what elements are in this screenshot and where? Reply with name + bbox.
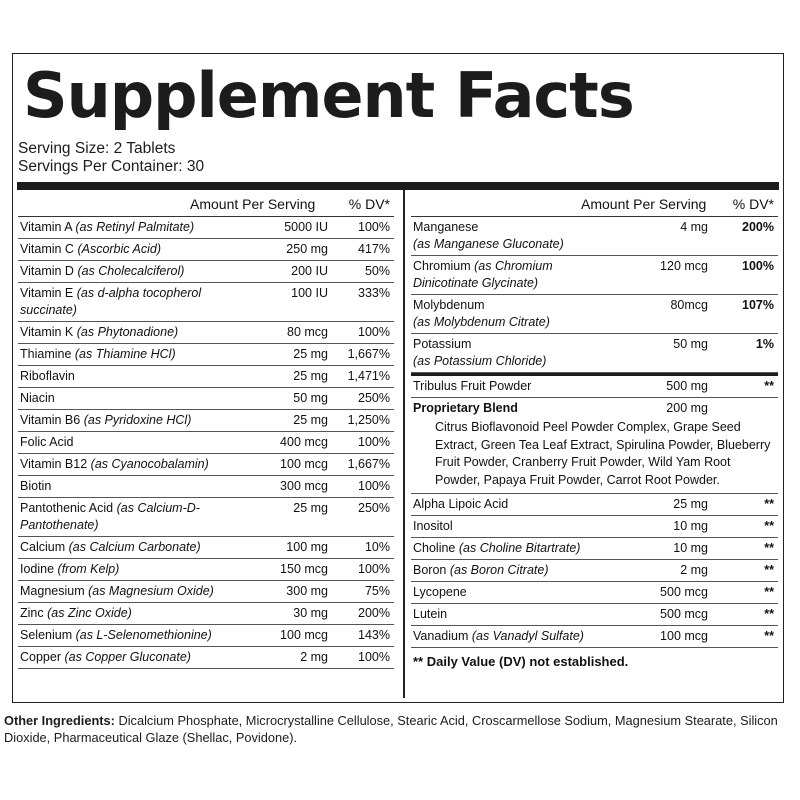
nutrient-label: Copper [20, 650, 65, 664]
nutrient-dv: 100% [358, 325, 390, 339]
nutrient-form: (as Cyanocobalamin) [90, 457, 209, 471]
nutrient-label: Lycopene [413, 585, 467, 599]
nutrient-form: (as Cholecalciferol) [77, 264, 185, 278]
nutrient-amount: 25 mg [293, 413, 328, 427]
nutrient-label: Choline [413, 541, 459, 555]
nutrient-label: Lutein [413, 607, 448, 621]
nutrient-label: Boron [413, 563, 450, 577]
nutrient-amount: 100 mcg [660, 629, 708, 643]
nutrient-row [18, 366, 394, 388]
nutrient-name [18, 322, 255, 343]
nutrient-name [18, 366, 255, 387]
nutrient-name [411, 334, 613, 372]
nutrient-form: (as Vanadyl Sulfate) [471, 629, 584, 643]
nutrient-form: (as Calcium Carbonate) [68, 540, 201, 554]
nutrient-form: (as L-Selenomethionine) [75, 628, 212, 642]
nutrient-name [18, 344, 255, 365]
nutrient-name [411, 626, 613, 647]
nutrient-amount: 10 mg [673, 541, 708, 555]
nutrient-label: Zinc [20, 606, 48, 620]
nutrient-label: Vitamin K [20, 325, 77, 339]
nutrient-amount: 50 mg [293, 391, 328, 405]
nutrient-row [18, 322, 394, 344]
nutrient-name [18, 388, 255, 409]
nutrient-name [18, 410, 255, 431]
nutrient-form: (from Kelp) [57, 562, 120, 576]
nutrient-amount: 100 mcg [280, 457, 328, 471]
nutrient-row [18, 498, 394, 537]
nutrient-dv: 100% [358, 650, 390, 664]
nutrient-row [411, 516, 778, 538]
nutrient-amount: 250 mg [286, 242, 328, 256]
nutrient-row [411, 560, 778, 582]
nutrient-row [18, 388, 394, 410]
nutrient-amount: 120 mcg [660, 259, 708, 273]
right-column-header [411, 190, 778, 217]
nutrient-label: Potassium [413, 337, 472, 351]
nutrient-dv: ** [764, 379, 774, 393]
nutrient-amount: 500 mg [666, 379, 708, 393]
nutrient-label: Vitamin C [20, 242, 78, 256]
nutrient-label: Vitamin B12 [20, 457, 91, 471]
nutrient-form: (as Copper Gluconate) [64, 650, 191, 664]
nutrient-amount: 500 mcg [660, 585, 708, 599]
nutrient-name [411, 494, 613, 515]
nutrient-form: (as Molybdenum Citrate) [413, 315, 550, 329]
nutrient-dv: 75% [364, 584, 390, 598]
nutrient-label: Pantothenic Acid [20, 501, 117, 515]
blend-amount: 200 mg [666, 401, 708, 415]
nutrient-form: (as Calcium-D-Pantothenate) [20, 501, 200, 532]
nutrient-row [18, 476, 394, 498]
nutrient-form: (as Potassium Chloride) [413, 354, 547, 368]
nutrient-amount: 400 mcg [280, 435, 328, 449]
nutrient-amount: 300 mg [286, 584, 328, 598]
nutrient-row [18, 239, 394, 261]
dv-header: % DV* [348, 196, 390, 212]
nutrient-row [18, 261, 394, 283]
nutrient-label: Vitamin D [20, 264, 78, 278]
nutrient-row [411, 295, 778, 334]
nutrient-name [18, 476, 255, 497]
nutrient-label: Calcium [20, 540, 69, 554]
nutrient-amount: 80mcg [670, 298, 708, 312]
nutrient-label: Biotin [20, 479, 52, 493]
nutrient-name [18, 603, 255, 624]
nutrient-form: (as Retinyl Palmitate) [75, 220, 195, 234]
nutrient-name [18, 647, 255, 668]
nutrient-row [18, 559, 394, 581]
nutrient-amount: 5000 IU [284, 220, 328, 234]
supplement-facts-panel [12, 53, 784, 703]
nutrient-dv: 1% [755, 337, 774, 351]
nutrient-row [18, 625, 394, 647]
header-divider [17, 182, 779, 190]
nutrient-amount: 30 mg [293, 606, 328, 620]
nutrient-amount: 300 mcg [280, 479, 328, 493]
nutrient-dv: 107% [742, 298, 774, 312]
nutrient-name [411, 516, 613, 537]
nutrient-form: (as Boron Citrate) [449, 563, 549, 577]
nutrient-name [411, 217, 613, 255]
nutrient-amount: 100 IU [291, 286, 328, 300]
nutrient-form: (as Chromium Dinicotinate Glycinate) [413, 259, 553, 290]
servings-per-container: Servings Per Container: 30 [18, 158, 205, 175]
nutrient-name [18, 625, 255, 646]
nutrient-amount: 80 mcg [287, 325, 328, 339]
nutrient-row [18, 432, 394, 454]
nutrient-name [18, 261, 255, 282]
nutrient-dv: 1,667% [347, 457, 390, 471]
nutrient-amount: 50 mg [673, 337, 708, 351]
nutrient-label: Magnesium [20, 584, 89, 598]
nutrient-amount: 4 mg [680, 220, 708, 234]
nutrient-form: (as d-alpha tocopherol succinate) [20, 286, 202, 317]
nutrient-dv: 250% [358, 391, 390, 405]
nutrient-row [411, 217, 778, 256]
nutrient-row [18, 454, 394, 476]
nutrient-amount: 200 IU [291, 264, 328, 278]
nutrient-row [18, 537, 394, 559]
nutrient-name [18, 239, 255, 260]
nutrient-row [18, 581, 394, 603]
nutrient-row [411, 626, 778, 648]
nutrient-row [18, 283, 394, 322]
tribulus-row [411, 373, 778, 398]
nutrient-name [411, 560, 613, 581]
nutrient-name [18, 454, 255, 475]
blend-ingredients: Citrus Bioflavonoid Peel Powder Complex, Grape Seed Extract, Green Tea Leaf Extract, Spirulina Powder, Blueberry Fruit Powder, Cranberry Fruit Powder, Wild Yam Root Powder, Papaya Fruit Powder, Carrot Root Powder. [435, 420, 771, 487]
nutrient-dv: 417% [358, 242, 390, 256]
nutrient-form: (Ascorbic Acid) [77, 242, 162, 256]
nutrient-row [411, 582, 778, 604]
nutrient-amount: 100 mg [286, 540, 328, 554]
nutrient-label: Vitamin E [20, 286, 77, 300]
nutrient-dv: 200% [358, 606, 390, 620]
nutrient-amount: 25 mg [293, 347, 328, 361]
dv-footnote: ** Daily Value (DV) not established. [413, 654, 629, 669]
proprietary-blend-row [411, 398, 778, 494]
nutrient-amount: 2 mg [680, 563, 708, 577]
nutrient-form: (as Phytonadione) [76, 325, 179, 339]
amount-header: Amount Per Serving [581, 196, 707, 212]
nutrient-row [18, 647, 394, 669]
left-column-header [18, 190, 394, 217]
nutrient-label: Chromium [413, 259, 475, 273]
nutrient-dv: 50% [364, 264, 390, 278]
nutrient-dv: 100% [358, 435, 390, 449]
nutrient-label: Niacin [20, 391, 55, 405]
nutrient-form: (as Zinc Oxide) [47, 606, 132, 620]
nutrient-label: Vanadium [413, 629, 472, 643]
nutrient-label: Manganese [413, 220, 479, 234]
nutrient-dv: 100% [358, 479, 390, 493]
nutrient-name [411, 538, 613, 559]
nutrient-label: Vitamin B6 [20, 413, 84, 427]
nutrient-dv: 333% [358, 286, 390, 300]
nutrient-dv: ** [764, 629, 774, 643]
nutrient-row [411, 538, 778, 560]
nutrient-row [18, 217, 394, 239]
other-ingredients [4, 712, 796, 746]
nutrient-label: Molybdenum [413, 298, 485, 312]
nutrient-row [411, 334, 778, 373]
nutrient-amount: 25 mg [293, 369, 328, 383]
nutrient-amount: 150 mcg [280, 562, 328, 576]
nutrient-dv: ** [764, 541, 774, 555]
nutrient-dv: 100% [358, 220, 390, 234]
nutrient-label: Thiamine [20, 347, 75, 361]
nutrient-amount: 25 mg [293, 501, 328, 515]
nutrient-dv: 1,667% [347, 347, 390, 361]
nutrient-label: Selenium [20, 628, 76, 642]
nutrient-name [18, 498, 255, 536]
nutrient-label: Iodine [20, 562, 58, 576]
nutrient-dv: 1,471% [347, 369, 390, 383]
nutrient-amount: 100 mcg [280, 628, 328, 642]
nutrient-dv: 100% [742, 259, 774, 273]
nutrient-row [18, 410, 394, 432]
nutrient-name [18, 217, 255, 238]
nutrient-label: Riboflavin [20, 369, 75, 383]
nutrient-name [18, 559, 255, 580]
nutrient-label: Alpha Lipoic Acid [413, 497, 509, 511]
dv-header: % DV* [732, 196, 774, 212]
nutrient-amount: 2 mg [300, 650, 328, 664]
right-nutrient-column [411, 190, 778, 669]
nutrient-dv: ** [764, 519, 774, 533]
nutrient-row [411, 494, 778, 516]
nutrient-dv: 143% [358, 628, 390, 642]
nutrient-form: (as Choline Bitartrate) [458, 541, 581, 555]
nutrient-dv: ** [764, 607, 774, 621]
nutrient-name [411, 256, 613, 294]
column-divider [403, 190, 405, 698]
nutrient-label: Folic Acid [20, 435, 74, 449]
nutrient-name [411, 582, 613, 603]
nutrient-dv: 200% [742, 220, 774, 234]
nutrient-label: Vitamin A [20, 220, 76, 234]
nutrient-dv: 10% [364, 540, 390, 554]
amount-header: Amount Per Serving [190, 196, 316, 212]
other-ingredients-text: Dicalcium Phosphate, Microcrystalline Cellulose, Stearic Acid, Croscarmellose Sodium, Magnesium Stearate, Silicon Dioxide, Pharmaceutical Glaze (Shellac, Povidone). [4, 713, 778, 745]
nutrient-row [411, 256, 778, 295]
nutrient-form: (as Thiamine HCl) [74, 347, 176, 361]
nutrient-form: (as Magnesium Oxide) [88, 584, 214, 598]
nutrient-label: Inositol [413, 519, 453, 533]
nutrient-name [18, 432, 255, 453]
nutrient-dv: 250% [358, 501, 390, 515]
left-nutrient-column [18, 190, 394, 669]
nutrient-amount: 25 mg [673, 497, 708, 511]
nutrient-dv: 1,250% [347, 413, 390, 427]
nutrient-amount: 500 mcg [660, 607, 708, 621]
blend-name: Proprietary Blend [413, 401, 518, 415]
nutrient-form: (as Manganese Gluconate) [413, 237, 564, 251]
nutrient-dv: ** [764, 497, 774, 511]
nutrient-name [18, 581, 255, 602]
nutrient-name [18, 283, 255, 321]
nutrient-name [411, 295, 613, 333]
nutrient-row [18, 344, 394, 366]
panel-title: Supplement Facts [23, 59, 634, 132]
nutrient-row [411, 604, 778, 626]
nutrient-name [18, 537, 255, 558]
nutrient-dv: ** [764, 585, 774, 599]
nutrient-dv: ** [764, 563, 774, 577]
nutrient-name: Tribulus Fruit Powder [413, 379, 532, 393]
nutrient-name [411, 604, 613, 625]
other-ingredients-label: Other Ingredients: [4, 713, 115, 728]
nutrient-form: (as Pyridoxine HCl) [83, 413, 192, 427]
nutrient-row [18, 603, 394, 625]
serving-size: Serving Size: 2 Tablets [18, 140, 176, 157]
nutrient-amount: 10 mg [673, 519, 708, 533]
nutrient-dv: 100% [358, 562, 390, 576]
